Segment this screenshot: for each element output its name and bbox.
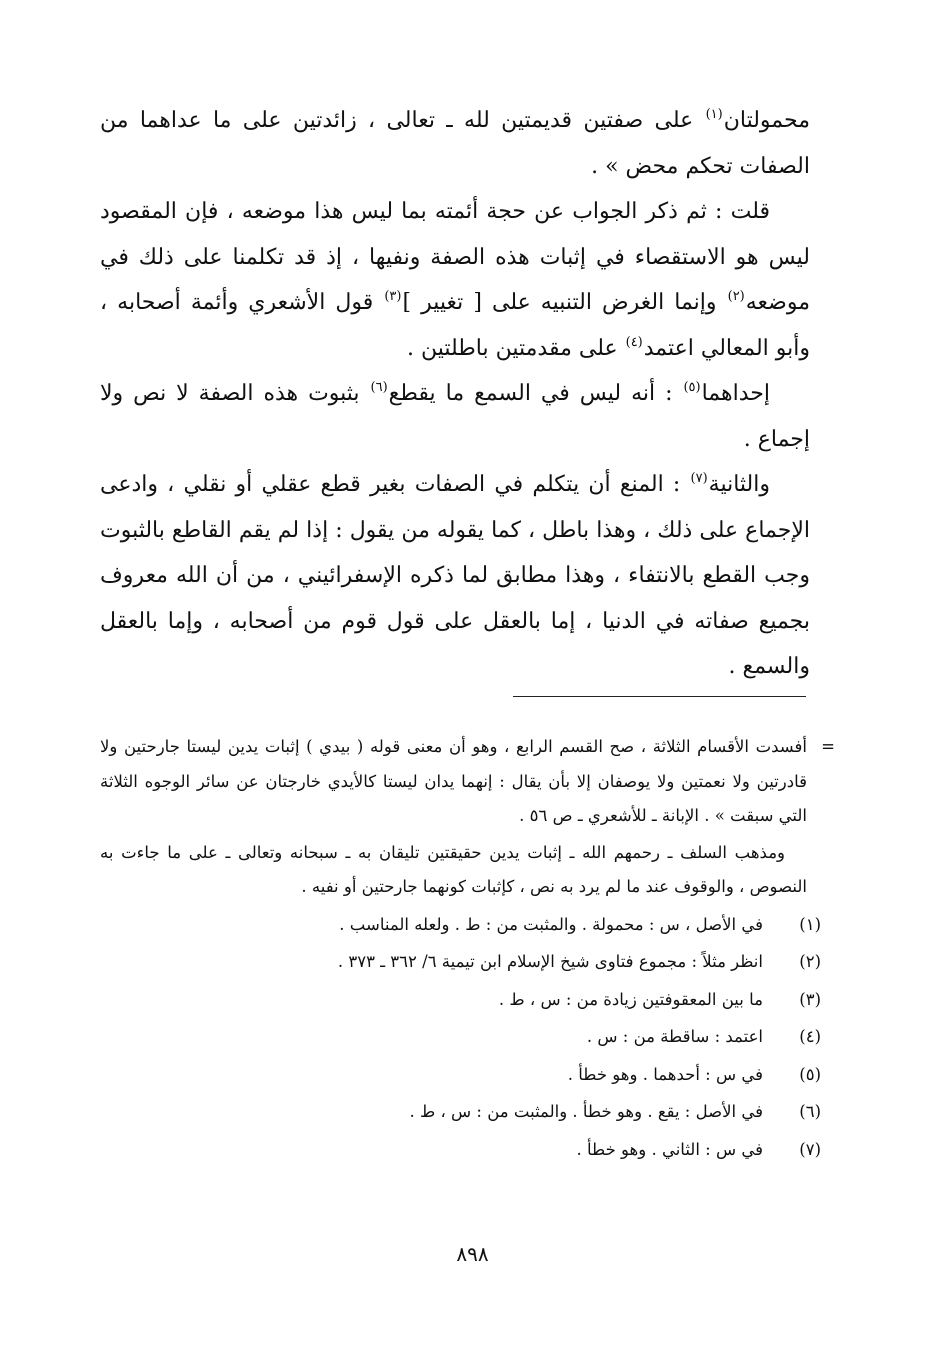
page-number: ٨٩٨ xyxy=(456,1242,489,1266)
footnote-number: (٣) xyxy=(799,989,821,1009)
footnote-number: (٢) xyxy=(799,952,821,971)
footnote-item xyxy=(100,1058,825,1093)
footnote-text: انظر مثلاً : مجموع فتاوى شيخ الإسلام ابن تيمية ٦/ ٣٦٢ ـ ٣٧٣ . xyxy=(337,952,763,971)
continuation-mark: = xyxy=(821,737,835,756)
footnote-reference[interactable]: (٤) xyxy=(625,334,643,350)
footnote-item xyxy=(100,1020,825,1055)
main-text xyxy=(100,98,810,690)
footnote-reference[interactable]: (٢) xyxy=(727,289,745,304)
footnote-item xyxy=(100,908,825,943)
footnote-text: ما بين المعقوفتين زيادة من : س ، ط . xyxy=(498,989,763,1009)
body-text: وإنما الغرض التنبيه على [ تغيير ] xyxy=(402,290,727,315)
footnote-reference[interactable]: (٣) xyxy=(384,289,402,304)
body-text: على مقدمتين باطلتين . xyxy=(406,335,625,361)
body-text: قلت : ثم ذكر الجواب عن حجة أئمته بما ليس هذا موضعه ، فإن المقصود ليس هو الاستقصاء في إثبات هذه الصفة ونفيها ، إذ قد تكلمنا على ذلك في موضعه xyxy=(100,199,810,315)
footnote-reference[interactable]: (٥) xyxy=(683,380,701,395)
footnote-number: (٧) xyxy=(799,1139,821,1159)
body-text: إحداهما xyxy=(701,381,770,406)
body-text: : أنه ليس في السمع ما يقطع xyxy=(388,381,683,406)
body-text: على صفتين قديمتين لله ـ تعالى ، زائدتين على ما عداهما من الصفات تحكم محض » . xyxy=(100,108,810,179)
body-text: قول الأشعري وأئمة أصحابه ، وأبو المعالي اعتمد xyxy=(100,290,810,361)
footnote-continuation xyxy=(100,730,835,905)
footnote-text: اعتمد : ساقطة من : س . xyxy=(586,1027,763,1046)
body-paragraph xyxy=(100,371,810,462)
footnote-text: في الأصل : يقع . وهو خطأ . والمثبت من : س ، ط . xyxy=(409,1102,763,1121)
footnote-number: (٦) xyxy=(799,1102,821,1121)
footnote-continuation-paragraph: أفسدت الأقسام الثلاثة ، صح القسم الرابع ، وهو أن معنى قوله ( بيدي ) إثبات يدين ليستا جارحتين ولا قادرتين ولا نعمتين ولا يوصفان إلا بأن يقال : إنهما يدان ليستا كالأيدي خارجتان عن سائر الوجوه الثلاثة التي سبقت » . الإبانة ـ للأشعري ـ ص ٥٦ . xyxy=(100,737,807,825)
footnote-number: (٤) xyxy=(799,1027,821,1046)
footnote-continuation-paragraph: ومذهب السلف ـ رحمهم الله ـ إثبات يدين حقيقتين تليقان به ـ سبحانه وتعالى ـ على ما جاءت به النصوص ، والوقوف عند ما لم يرد به نص ، كإثبات كونهما جارحتين أو نفيه . xyxy=(100,842,807,896)
footnote-text: في الأصل ، س : محمولة . والمثبت من : ط . ولعله المناسب . xyxy=(339,914,763,934)
footnote-reference[interactable]: (٧) xyxy=(690,471,708,486)
footnote-text: في س : الثاني . وهو خطأ . xyxy=(576,1139,763,1159)
body-text: محمولتان xyxy=(723,108,810,133)
footnote-reference[interactable]: (١) xyxy=(705,107,723,122)
footnote-text: في س : أحدهما . وهو خطأ . xyxy=(567,1064,763,1084)
footnote-separator xyxy=(513,696,806,697)
footnote-item xyxy=(100,1095,825,1130)
footnote-item xyxy=(100,945,825,980)
footnote-reference[interactable]: (٦) xyxy=(370,380,388,395)
footnotes xyxy=(100,730,835,1167)
body-paragraph xyxy=(100,462,810,690)
body-text: والثانية xyxy=(708,472,770,497)
body-paragraph xyxy=(100,189,810,371)
footnote-item xyxy=(100,983,825,1018)
body-paragraph xyxy=(100,98,810,189)
body-text: بثبوت هذه الصفة لا نص ولا إجماع . xyxy=(100,381,810,452)
footnote-number: (٥) xyxy=(799,1064,821,1084)
footnote-item xyxy=(100,1133,825,1168)
footnote-list xyxy=(100,908,825,1168)
footnote-number: (١) xyxy=(799,914,821,934)
body-text: : المنع أن يتكلم في الصفات بغير قطع عقلي أو نقلي ، وادعى الإجماع على ذلك ، وهذا باطل ، كما يقوله من يقول : إذا لم يقم القاطع بالثبوت وجب القطع بالانتفاء ، وهذا مطابق لما ذكره الإسفرائيني ، من أن الله معروف بجميع صفاته في الدنيا ، إما بالعقل على قول قوم من أصحابه ، وإما بالعقل والسمع . xyxy=(100,472,810,679)
